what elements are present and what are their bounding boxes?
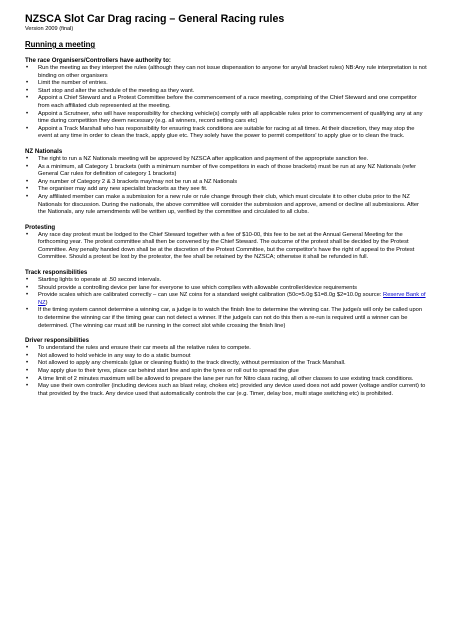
reserve-bank-link[interactable]: Reserve Bank of NZ	[38, 292, 426, 306]
list-item: • The organiser may add any new specialist brackets as they see fit.	[25, 186, 428, 194]
list-item-text-suffix: )	[45, 299, 48, 306]
list-item: • Starting lights to operate at .50 second intervals.	[25, 277, 428, 285]
list-protesting	[25, 232, 428, 262]
section-title-organisers: The race Organisers/Controllers have authority to:	[25, 57, 171, 64]
section-title-protesting: Protesting	[25, 223, 56, 231]
list-item: • Appoint a Scrutneer, who will have responsibility for checking vehicle(s) comply with all applicable rules prior to commencement of qualifying any at any time during competition they deem necessary (e.g. all winners, record setting cars etc)	[25, 111, 428, 126]
list-driver-responsibilities	[25, 345, 428, 398]
list-item: • Any race day protest must be lodged to the Chief Steward together with a fee of $10-00, this fee to be set at the Annual General Meeting for the forthcoming year. The protest committee shall then be convened by the Chief Steward. The outcome of the protest shall be decided by the Protest Committee. Any penalty handed down shall be at the discretion of the Protest Committee, but the competitor's have the right of appeal to the Protest Committee. Should a protest be lost by the protestor, the fee shall be retained by the NZSCA; otherwise it shall be refunded in full.	[25, 232, 428, 262]
list-item: • May use their own controller (including devices such as blast relay, chokes etc) provided any device used does not add power (voltage and/or current) to that provided by the track. Any device used that automatically controls the car (e.g. Timer, delay box, multi stage switching etc) is prohibited.	[25, 383, 428, 398]
list-item: • The right to run a NZ Nationals meeting will be approved by NZSCA after application and payment of the appropriate sanction fee.	[25, 156, 428, 164]
list-item: • Any affiliated member can make a submission for a new rule or rule change through their club, which must circulate it to other clubs prior to the NZ Nationals for discussion. During the nationals, the above committee will consider the submission and approve, amend or decline all submissions. After the Nationals, any rule amendments will be written up, verified by the committee and circulated to all clubs.	[25, 194, 428, 217]
list-track-responsibilities	[25, 277, 428, 330]
document-version: Version 2009 (final)	[25, 26, 74, 32]
list-item: • If the timing system cannot determine a winning car, a judge is to watch the finish line to determine the winning car. The judge/s will only be called upon to determine the winning car if the timing gear can not detect a winner. If the judge/s can not do this then a re-run is required until a winner can be determined. (The winning car must still be running in the correct slot while crossing the finish line)	[25, 307, 428, 330]
list-item	[25, 292, 428, 307]
list-item: • Start stop and alter the schedule of the meeting as they want.	[25, 88, 428, 96]
list-item: • As a minimum, all Category 1 brackets (with a minimum number of five competitors in each of those brackets) must be run at any NZ Nationals (refer General Car rules for definition of category 1 brackets)	[25, 164, 428, 179]
list-item: • Should provide a controlling device per lane for everyone to use which complies with allowable controller/device requirements	[25, 285, 428, 293]
list-nz-nationals	[25, 156, 428, 217]
list-item: • Appoint a Chief Steward and a Protest Committee before the commencement of a race meeting, comprising of the Chief Steward and one competitor from each affiliated club represented at the meeting.	[25, 95, 428, 110]
list-item: • Appoint a Track Marshall who has responsibility for ensuring track conditions are suitable for racing at all times. At their discretion, they may stop the event at any time in order to clean the track, apply glue etc. They solely have the power to permit competitors' to apply glue or to clean the track.	[25, 126, 428, 141]
list-item: • May apply glue to their tyres, place car behind start line and spin the tyres or roll out to spread the glue	[25, 368, 428, 376]
list-item: • To understand the rules and ensure their car meets all the relative rules to compete.	[25, 345, 428, 353]
section-title-nz-nationals: NZ Nationals	[25, 147, 63, 155]
list-item: • Any number of Category 2 & 3 brackets may/may not be run at a NZ Nationals	[25, 179, 428, 187]
list-organisers	[25, 65, 428, 141]
section-heading-running-meeting: Running a meeting	[25, 40, 96, 49]
section-title-track-responsibilities: Track responsibilities	[25, 269, 88, 277]
section-title-driver-responsibilities: Driver responsibilities	[25, 337, 90, 345]
list-item-text: Provide scales which are calibrated correctly – can use NZ coins for a standard weight calibration (50c=5.0g $1=8.0g $2=10.0g source:	[38, 292, 384, 299]
document-title: NZSCA Slot Car Drag racing – General Racing rules	[25, 13, 285, 25]
list-item: • Limit the number of entries.	[25, 80, 428, 88]
list-item: • Not allowed to apply any chemicals (glue or cleaning fluids) to the track directly, without permission of the Track Marshall.	[25, 360, 428, 368]
list-item: • Not allowed to hold vehicle in any way to do a static burnout	[25, 353, 428, 361]
list-item: • A time limit of 2 minutes maximum will be allowed to prepare the lane per run for Nitro class racing, all other classes to use existing track conditions.	[25, 376, 428, 384]
list-item: • Run the meeting as they interpret the rules (although they can not issue dispensation to anyone for any/all bracket rules) NB:Any rule interpretation is not binding on other organisers	[25, 65, 428, 80]
